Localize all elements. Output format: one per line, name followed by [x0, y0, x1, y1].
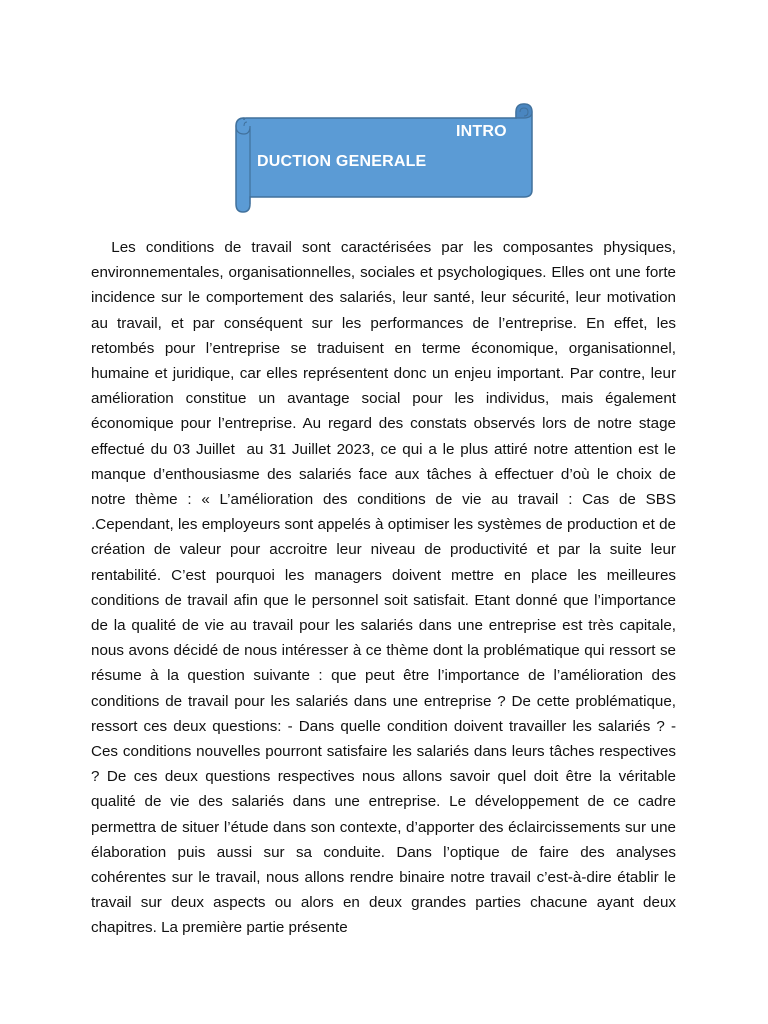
- banner-title-line-1: INTRO: [456, 123, 507, 140]
- introduction-paragraph: Les conditions de travail sont caractérisées par les composantes physiques, environnementales, organisationnelles, sociales et psychologiques. Elles ont une forte incidence sur le comportement des salariés, leur santé, leur sécurité, leur motivation au travail, et par conséquent sur les performances de l’entreprise. En effet, les retombés pour l’entreprise se traduisent en terme économique, organisationnel, humaine et juridique, car elles représentent donc un enjeu important. Par contre, leur amélioration constitue un avantage social pour les individus, mais également économique pour l’entreprise. Au regard des constats observés lors de notre stage effectué du 03 Juillet au 31 Juillet 2023, ce qui a le plus attiré notre attention est le manque d’enthousiasme des salariés face aux tâches à effectuer d’où le choix de notre thème : « L’amélioration des conditions de vie au travail : Cas de SBS .Cependant, les employeurs sont appelés à optimiser les systèmes de production et de création de valeur pour accroitre leur niveau de productivité et par la suite leur rentabilité. C’est pourquoi les managers doivent mettre en place les meilleures conditions de travail afin que le personnel soit satisfait. Etant donné que l’importance de la qualité de vie au travail pour les salariés dans une entreprise est très capitale, nous avons décidé de nous intéresser à ce thème dont la problématique qui ressort se résume à la question suivante : que peut être l’importance de l’amélioration des conditions de travail pour les salariés dans une entreprise ? De cette problématique, ressort ces deux questions: - Dans quelle condition doivent travailler les salariés ? - Ces conditions nouvelles pourront satisfaire les salariés dans leurs tâches respectives ? De ces deux questions respectives nous allons savoir quel doit être la véritable qualité de vie des salariés dans une entreprise. Le développement de ce cadre permettra de situer l’étude dans son contexte, d’apporter des éclaircissements sur une élaboration puis aussi sur sa conduite. Dans l’optique de faire des analyses cohérentes sur le travail, nous allons rendre binaire notre travail c’est-à-dire établir le travail sur deux aspects ou alors en deux grandes parties chacune ayant deux chapitres. La première partie présente: [91, 239, 681, 937]
- title-scroll-banner: [232, 100, 536, 216]
- banner-title-line-2: DUCTION GENERALE: [257, 153, 427, 170]
